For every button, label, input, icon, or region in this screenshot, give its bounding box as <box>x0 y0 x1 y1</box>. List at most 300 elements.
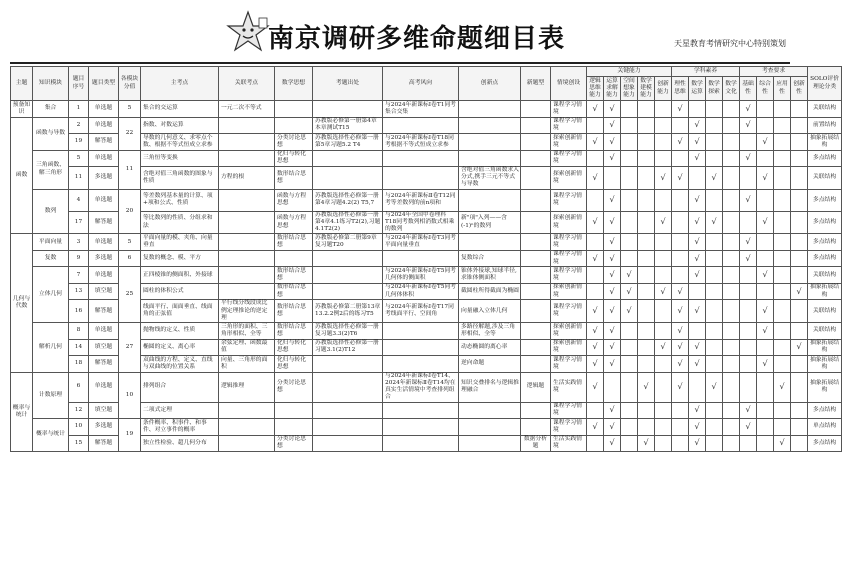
cell-req-3 <box>791 189 808 211</box>
cell-key-0 <box>587 435 604 452</box>
cell-solo: 抽象拓展结构 <box>808 283 842 300</box>
cell-key-2 <box>621 134 638 151</box>
col-innov: 创新点 <box>459 67 521 101</box>
cell-key-3 <box>638 339 655 356</box>
cell-req-3 <box>791 211 808 234</box>
cell-lit-3 <box>723 189 740 211</box>
cell-trend: 与2024年新课标Ⅰ卷T14、2024年新课标Ⅱ卷T14均在真实生活情境中考查排列组合 <box>383 372 459 402</box>
cell-newtype <box>521 402 551 419</box>
cell-rel: 逻辑推理 <box>219 372 275 402</box>
cell-req-2 <box>774 234 791 251</box>
cell-solo: 关联结构 <box>808 101 842 118</box>
cell-lit-3 <box>723 356 740 373</box>
cell-trend: 与2024年新课标Ⅰ卷T3同考平面向量垂直 <box>383 234 459 251</box>
cell-rel: 方程的根 <box>219 167 275 190</box>
cell-context: 课程学习情境 <box>551 356 587 373</box>
cell-solo: 抽象拓展结构 <box>808 339 842 356</box>
cell-main: 集合的交运算 <box>141 101 219 118</box>
check-mark-icon: √ <box>677 342 683 352</box>
cell-src: 苏教版必修第一册第4章本章测试T15 <box>313 117 383 134</box>
cell-newtype <box>521 101 551 118</box>
check-mark-icon: √ <box>745 253 751 263</box>
cell-req-1 <box>757 402 774 419</box>
cell-rel <box>219 117 275 134</box>
cell-key-4 <box>655 134 672 151</box>
check-mark-icon: √ <box>677 172 683 182</box>
check-mark-icon: √ <box>592 217 598 227</box>
cell-idea <box>275 250 313 267</box>
cell-lit-2 <box>706 134 723 151</box>
cell-no: 19 <box>69 134 89 151</box>
cell-type: 解答题 <box>89 211 119 234</box>
cell-req-0 <box>740 211 757 234</box>
check-mark-icon: √ <box>796 342 802 352</box>
cell-key-3 <box>638 234 655 251</box>
cell-solo: 多点结构 <box>808 250 842 267</box>
cell-src: 苏教版选择性必修第一册第5章习题5.2 T4 <box>313 134 383 151</box>
cell-req-1 <box>757 134 774 151</box>
cell-context: 课程学习情境 <box>551 300 587 323</box>
cell-main: 线面平行、面面垂直、线面角的正弦值 <box>141 300 219 323</box>
cell-req-2 <box>774 189 791 211</box>
cell-lit-3 <box>723 167 740 190</box>
cell-key-2 <box>621 189 638 211</box>
check-mark-icon: √ <box>626 306 632 316</box>
col-type: 题目类型 <box>89 67 119 101</box>
cell-key-4 <box>655 250 672 267</box>
cell-src: 苏教版选择性必修第一册第4章习题4.2(2) T5,7 <box>313 189 383 211</box>
cell-key-3 <box>638 134 655 151</box>
cell-req-2 <box>774 267 791 284</box>
cell-rel <box>219 402 275 419</box>
cell-trend <box>383 402 459 419</box>
check-mark-icon: √ <box>745 237 751 247</box>
cell-lit-3 <box>723 300 740 323</box>
cell-idea: 数形结合思想 <box>275 283 313 300</box>
cell-solo: 多点结构 <box>808 150 842 167</box>
cell-req-1 <box>757 234 774 251</box>
cell-req-1 <box>757 283 774 300</box>
check-mark-icon: √ <box>694 342 700 352</box>
cell-key-0 <box>587 234 604 251</box>
cell-main: 复数的概念、模、平方 <box>141 250 219 267</box>
cell-context: 探索创新情境 <box>551 134 587 151</box>
cell-req-1 <box>757 211 774 234</box>
col-rel: 关联考点 <box>219 67 275 101</box>
cell-req-1 <box>757 339 774 356</box>
cell-lit-1 <box>689 339 706 356</box>
cell-lit-1 <box>689 211 706 234</box>
check-mark-icon: √ <box>592 342 598 352</box>
cell-lit-0 <box>672 356 689 373</box>
subcol-key-1: 运算求解能力 <box>604 77 621 101</box>
cell-newtype <box>521 339 551 356</box>
cell-key-0 <box>587 283 604 300</box>
cell-src <box>313 402 383 419</box>
cell-no: 3 <box>69 234 89 251</box>
check-mark-icon: √ <box>660 342 666 352</box>
cell-module: 计数原理 <box>33 372 69 418</box>
cell-context: 探索创新情境 <box>551 211 587 234</box>
cell-lit-0 <box>672 283 689 300</box>
cell-module: 复数 <box>33 250 69 267</box>
subcol-key-0: 逻辑思维能力 <box>587 77 604 101</box>
page-title: 南京调研多维命题细目表 <box>268 24 566 54</box>
cell-req-2 <box>774 150 791 167</box>
check-mark-icon: √ <box>694 253 700 263</box>
col-main: 主考点 <box>141 67 219 101</box>
check-mark-icon: √ <box>677 103 683 113</box>
table-row <box>11 234 842 251</box>
check-mark-icon: √ <box>609 358 615 368</box>
cell-lit-2 <box>706 167 723 190</box>
subcol-lit-3: 数学文化 <box>723 77 740 101</box>
subcol-key-2: 空间想象能力 <box>621 77 638 101</box>
cell-innov <box>459 189 521 211</box>
cell-module: 函数与导数 <box>33 117 69 150</box>
cell-req-3 <box>791 339 808 356</box>
check-mark-icon: √ <box>592 358 598 368</box>
cell-no: 6 <box>69 372 89 402</box>
cell-key-2 <box>621 101 638 118</box>
cell-req-3 <box>791 435 808 452</box>
cell-context: 课程学习情境 <box>551 150 587 167</box>
cell-req-2 <box>774 356 791 373</box>
cell-key-4 <box>655 267 672 284</box>
check-mark-icon: √ <box>762 306 768 316</box>
check-mark-icon: √ <box>609 136 615 146</box>
cell-req-0 <box>740 419 757 436</box>
cell-key-3 <box>638 101 655 118</box>
cell-key-1 <box>604 356 621 373</box>
cell-src: 苏教版选择性必修第一册复习题3.3(2)T6 <box>313 323 383 340</box>
cell-no: 8 <box>69 323 89 340</box>
check-mark-icon: √ <box>745 153 751 163</box>
check-mark-icon: √ <box>609 103 615 113</box>
check-mark-icon: √ <box>626 270 632 280</box>
cell-trend: 与2024年新课标Ⅰ卷T5同考几何体体积 <box>383 283 459 300</box>
cell-lit-2 <box>706 211 723 234</box>
subcol-req-1: 综合性 <box>757 77 774 101</box>
cell-key-3 <box>638 323 655 340</box>
cell-solo: 抽象拓展结构 <box>808 134 842 151</box>
check-mark-icon: √ <box>694 153 700 163</box>
cell-lit-2 <box>706 234 723 251</box>
cell-key-2 <box>621 167 638 190</box>
check-mark-icon: √ <box>762 358 768 368</box>
cell-lit-1 <box>689 435 706 452</box>
cell-type: 单选题 <box>89 267 119 284</box>
cell-key-3 <box>638 117 655 134</box>
cell-rel <box>219 189 275 211</box>
cell-key-3 <box>638 211 655 234</box>
cell-lit-1 <box>689 117 706 134</box>
col-module: 知识模块 <box>33 67 69 101</box>
cell-lit-0 <box>672 189 689 211</box>
table-row <box>11 323 842 340</box>
col-theme: 主题 <box>11 67 33 101</box>
cell-module: 立体几何 <box>33 267 69 323</box>
table-row <box>11 117 842 134</box>
cell-main: 导数的几何意义、求零点个数、根据不等式恒成立求参 <box>141 134 219 151</box>
cell-key-0 <box>587 267 604 284</box>
group-requirement: 考查要求 <box>740 67 808 77</box>
cell-req-0 <box>740 189 757 211</box>
cell-key-3 <box>638 283 655 300</box>
cell-req-1 <box>757 435 774 452</box>
mascot-star-icon <box>226 10 270 56</box>
cell-key-2 <box>621 267 638 284</box>
subcol-lit-0: 理性思维 <box>672 77 689 101</box>
cell-innov <box>459 101 521 118</box>
cell-key-4 <box>655 167 672 190</box>
check-mark-icon: √ <box>660 172 666 182</box>
cell-key-1 <box>604 234 621 251</box>
check-mark-icon: √ <box>694 438 700 448</box>
cell-solo: 单点结构 <box>808 419 842 436</box>
cell-key-1 <box>604 250 621 267</box>
cell-rel <box>219 211 275 234</box>
spec-table-body <box>11 101 842 452</box>
check-mark-icon: √ <box>609 153 615 163</box>
cell-lit-0 <box>672 323 689 340</box>
cell-context: 探索创新情境 <box>551 167 587 190</box>
cell-idea: 化归与转化思想 <box>275 150 313 167</box>
subcol-key-3: 数学建模能力 <box>638 77 655 101</box>
cell-req-3 <box>791 323 808 340</box>
cell-key-0 <box>587 419 604 436</box>
cell-solo: 多点结构 <box>808 435 842 452</box>
cell-type: 单选题 <box>89 101 119 118</box>
cell-lit-2 <box>706 402 723 419</box>
check-mark-icon: √ <box>677 136 683 146</box>
check-mark-icon: √ <box>711 217 717 227</box>
cell-idea: 数形结合思想 <box>275 234 313 251</box>
cell-no: 18 <box>69 356 89 373</box>
cell-req-2 <box>774 339 791 356</box>
cell-key-0 <box>587 101 604 118</box>
cell-key-3 <box>638 372 655 402</box>
cell-lit-0 <box>672 267 689 284</box>
check-mark-icon: √ <box>609 237 615 247</box>
cell-solo: 多点结构 <box>808 402 842 419</box>
cell-trend <box>383 356 459 373</box>
cell-req-0 <box>740 234 757 251</box>
cell-context: 课程学习情境 <box>551 117 587 134</box>
cell-key-1 <box>604 435 621 452</box>
subcol-req-3: 创新性 <box>791 77 808 101</box>
cell-newtype <box>521 234 551 251</box>
cell-rel <box>219 134 275 151</box>
check-mark-icon: √ <box>694 358 700 368</box>
check-mark-icon: √ <box>677 286 683 296</box>
cell-solo: 多点结构 <box>808 234 842 251</box>
cell-solo: 关联结构 <box>808 300 842 323</box>
cell-key-1 <box>604 189 621 211</box>
cell-context: 课程学习情境 <box>551 189 587 211</box>
cell-solo: 多点结构 <box>808 211 842 234</box>
cell-key-3 <box>638 435 655 452</box>
cell-key-1 <box>604 323 621 340</box>
cell-trend: 与2024年新课标Ⅰ卷T1同考集合交集 <box>383 101 459 118</box>
cell-key-0 <box>587 134 604 151</box>
check-mark-icon: √ <box>745 195 751 205</box>
cell-solo: 关联结构 <box>808 167 842 190</box>
cell-lit-0 <box>672 117 689 134</box>
col-context: 情境创设 <box>551 67 587 101</box>
cell-req-1 <box>757 300 774 323</box>
cell-key-0 <box>587 250 604 267</box>
cell-lit-1 <box>689 234 706 251</box>
cell-lit-1 <box>689 250 706 267</box>
cell-req-0 <box>740 323 757 340</box>
cell-type: 解答题 <box>89 300 119 323</box>
cell-context: 生活实践情境 <box>551 372 587 402</box>
cell-src <box>313 267 383 284</box>
check-mark-icon: √ <box>592 172 598 182</box>
cell-trend <box>383 150 459 167</box>
cell-lit-2 <box>706 101 723 118</box>
cell-trend: 与2024年新课标Ⅱ卷T12同考等差数列的前n项和 <box>383 189 459 211</box>
cell-req-1 <box>757 101 774 118</box>
cell-lit-2 <box>706 150 723 167</box>
cell-no: 15 <box>69 435 89 452</box>
cell-module: 解析几何 <box>33 323 69 373</box>
cell-main: 正四棱锥的侧面积、外接球 <box>141 267 219 284</box>
cell-key-3 <box>638 189 655 211</box>
cell-context: 课程学习情境 <box>551 250 587 267</box>
check-mark-icon: √ <box>762 270 768 280</box>
cell-req-0 <box>740 101 757 118</box>
cell-idea <box>275 402 313 419</box>
cell-lit-1 <box>689 167 706 190</box>
cell-solo: 抽象拓展结构 <box>808 356 842 373</box>
cell-lit-1 <box>689 150 706 167</box>
cell-req-1 <box>757 372 774 402</box>
cell-trend: 与2024年新课标Ⅰ卷T18同考根据不等式恒成立求参 <box>383 134 459 151</box>
cell-key-0 <box>587 339 604 356</box>
cell-lit-1 <box>689 134 706 151</box>
cell-req-0 <box>740 267 757 284</box>
cell-src: 苏教版选择性必修第一册习题3.1(2)T12 <box>313 339 383 356</box>
cell-context: 课程学习情境 <box>551 101 587 118</box>
cell-lit-1 <box>689 267 706 284</box>
cell-req-3 <box>791 267 808 284</box>
cell-module: 集合 <box>33 101 69 118</box>
cell-main: 双曲线的方程、定义、直线与双曲线的位置关系 <box>141 356 219 373</box>
cell-src <box>313 435 383 452</box>
cell-lit-0 <box>672 402 689 419</box>
cell-lit-0 <box>672 419 689 436</box>
cell-req-0 <box>740 435 757 452</box>
cell-req-2 <box>774 435 791 452</box>
cell-theme: 几何与代数 <box>11 234 33 372</box>
cell-req-3 <box>791 101 808 118</box>
cell-key-2 <box>621 323 638 340</box>
cell-main: 条件概率、积事件、和事件、对立事件的概率 <box>141 419 219 436</box>
cell-req-1 <box>757 250 774 267</box>
check-mark-icon: √ <box>677 325 683 335</box>
cell-key-2 <box>621 117 638 134</box>
cell-newtype <box>521 356 551 373</box>
check-mark-icon: √ <box>745 405 751 415</box>
cell-key-4 <box>655 234 672 251</box>
cell-main: 抛物线的定义、性质 <box>141 323 219 340</box>
check-mark-icon: √ <box>711 381 717 391</box>
cell-req-2 <box>774 402 791 419</box>
cell-key-2 <box>621 283 638 300</box>
cell-lit-0 <box>672 250 689 267</box>
cell-trend <box>383 435 459 452</box>
check-mark-icon: √ <box>711 172 717 182</box>
cell-main: 圆柱的体积公式 <box>141 283 219 300</box>
cell-score: 10 <box>119 372 141 418</box>
cell-req-3 <box>791 372 808 402</box>
cell-lit-3 <box>723 250 740 267</box>
cell-lit-2 <box>706 267 723 284</box>
cell-req-1 <box>757 150 774 167</box>
cell-lit-3 <box>723 435 740 452</box>
cell-context: 探索创新情境 <box>551 323 587 340</box>
cell-no: 10 <box>69 419 89 436</box>
cell-key-4 <box>655 117 672 134</box>
col-newtype: 新题型 <box>521 67 551 101</box>
group-literacy: 学科素养 <box>672 67 740 77</box>
table-row <box>11 150 842 167</box>
cell-req-3 <box>791 167 808 190</box>
spec-table <box>10 66 842 452</box>
cell-innov <box>459 402 521 419</box>
cell-no: 2 <box>69 117 89 134</box>
cell-key-0 <box>587 117 604 134</box>
cell-solo: 关联结构 <box>808 323 842 340</box>
cell-req-2 <box>774 134 791 151</box>
cell-req-3 <box>791 419 808 436</box>
cell-req-0 <box>740 283 757 300</box>
cell-context: 探索创新情境 <box>551 339 587 356</box>
cell-type: 解答题 <box>89 134 119 151</box>
check-mark-icon: √ <box>762 136 768 146</box>
check-mark-icon: √ <box>609 217 615 227</box>
cell-context: 探索创新情境 <box>551 283 587 300</box>
check-mark-icon: √ <box>779 381 785 391</box>
cell-lit-0 <box>672 234 689 251</box>
cell-req-3 <box>791 117 808 134</box>
cell-newtype <box>521 267 551 284</box>
cell-solo: 前置结构 <box>808 117 842 134</box>
check-mark-icon: √ <box>779 438 785 448</box>
cell-key-4 <box>655 402 672 419</box>
cell-rel: 余弦定理、函数最值 <box>219 339 275 356</box>
page-subtitle: 天星教育考情研究中心特别策划 <box>674 39 786 48</box>
cell-newtype <box>521 117 551 134</box>
cell-src <box>313 101 383 118</box>
cell-newtype <box>521 323 551 340</box>
cell-type: 填空题 <box>89 283 119 300</box>
cell-key-1 <box>604 167 621 190</box>
check-mark-icon: √ <box>694 237 700 247</box>
check-mark-icon: √ <box>626 286 632 296</box>
cell-main: 独立性检验、超几何分布 <box>141 435 219 452</box>
cell-key-1 <box>604 283 621 300</box>
cell-lit-2 <box>706 372 723 402</box>
cell-lit-0 <box>672 150 689 167</box>
cell-rel <box>219 283 275 300</box>
cell-req-1 <box>757 419 774 436</box>
check-mark-icon: √ <box>694 136 700 146</box>
check-mark-icon: √ <box>677 358 683 368</box>
cell-type: 填空题 <box>89 402 119 419</box>
